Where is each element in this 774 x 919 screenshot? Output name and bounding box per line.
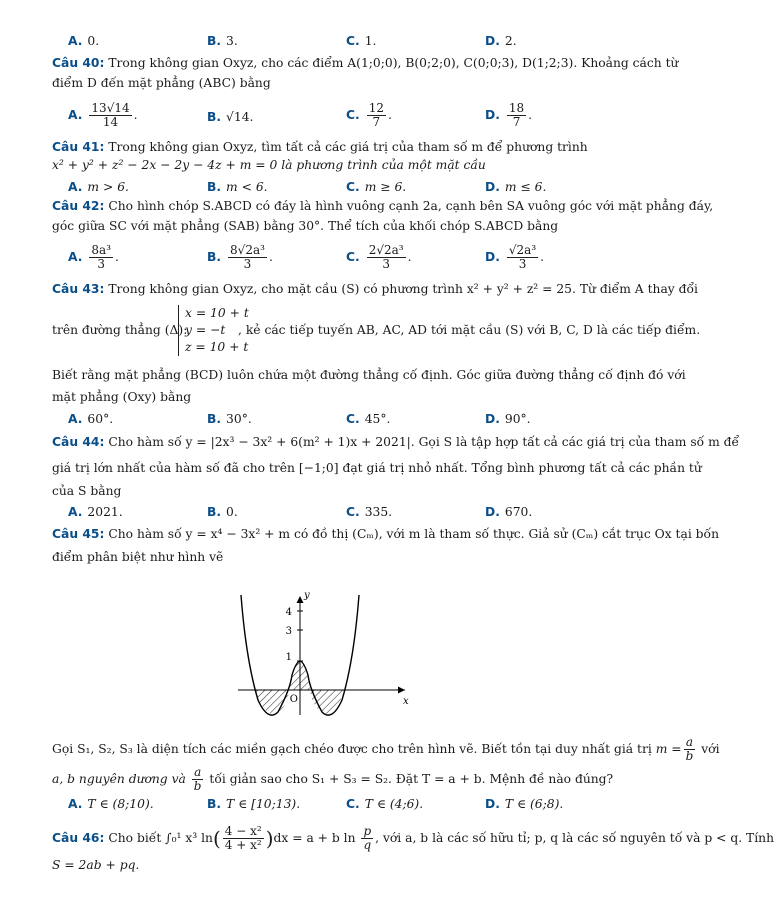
q44-line1: Câu 44: Cho hàm số y = |2x³ − 3x² + 6(m² + 1)x + 2021|. Gọi S là tập hợp tất cả các giá trị của tham số m để bbox=[52, 435, 740, 449]
q42-option-b: B. $\frac{\text{8√2a³}}{3}$ . bbox=[207, 243, 273, 271]
q43-option-c: C. 45°. bbox=[346, 412, 391, 426]
q43-line1: Câu 43: Trong không gian Oxyz, cho mặt cầu (S) có phương trình x² + y² + z² = 25. Từ điểm A thay đổi bbox=[52, 282, 698, 296]
q40-line1: Câu 40: Trong không gian Oxyz, cho các điểm A(1;0;0), B(0;2;0), C(0;0;3), D(1;2;3). Khoảng cách từ bbox=[52, 56, 679, 70]
q41-line1: Câu 41: Trong không gian Oxyz, tìm tất cả các giá trị của tham số m để phương trình bbox=[52, 140, 588, 154]
q40-option-b: B. √14. bbox=[207, 110, 254, 124]
q45-line2: điểm phân biệt như hình vẽ bbox=[52, 550, 224, 564]
q45-graph bbox=[230, 580, 430, 720]
q43-option-a: A. 60°. bbox=[68, 412, 114, 426]
q43-line3: Biết rằng mặt phẳng (BCD) luôn chứa một đường thẳng cố định. Góc giữa đường thẳng cố định đó với bbox=[52, 368, 686, 382]
q39-option-d: D. 2. bbox=[485, 34, 517, 48]
q42-option-c: C. $\frac{\text{2√2a³}}{3}$ . bbox=[346, 243, 412, 271]
graph-tick-3-label: 3 bbox=[285, 626, 292, 637]
q41-option-c: C. m ≥ 6. bbox=[346, 180, 407, 194]
q39-option-b: B. 3. bbox=[207, 34, 238, 48]
q43-option-b: B. 30°. bbox=[207, 412, 252, 426]
q46-line2: S = 2ab + pq. bbox=[52, 858, 140, 872]
region-s3 bbox=[310, 690, 344, 714]
graph-tick-4-label: 4 bbox=[285, 607, 292, 618]
q40-option-c: C. $\frac{12}{7}$ . bbox=[346, 101, 392, 129]
q45-option-b: B. T ∈ [10;13). bbox=[207, 797, 301, 811]
graph-x-label: x bbox=[403, 696, 409, 707]
q44-option-d: D. 670. bbox=[485, 505, 533, 519]
q39-option-a: A. 0. bbox=[68, 34, 100, 48]
q43-line2b: , kẻ các tiếp tuyến AB, AC, AD tới mặt cầu (S) với B, C, D là các tiếp điểm. bbox=[238, 323, 701, 337]
q40-line2: điểm D đến mặt phẳng (ABC) bằng bbox=[52, 76, 271, 90]
q44-line3: của S bằng bbox=[52, 484, 122, 498]
q41-option-a: A. m > 6. bbox=[68, 180, 129, 194]
q41-option-b: B. m < 6. bbox=[207, 180, 268, 194]
graph-origin-label: O bbox=[289, 694, 298, 705]
q45-option-a: A. T ∈ (8;10). bbox=[68, 797, 154, 811]
q43-line2a: trên đường thẳng (Δ): bbox=[52, 323, 188, 337]
q40-option-a: A. $\frac{13√14}{14}$ . bbox=[68, 101, 138, 129]
y-axis-arrow bbox=[297, 596, 304, 603]
q39-option-c: C. 1. bbox=[346, 34, 377, 48]
x-axis-arrow bbox=[398, 687, 405, 694]
q44-line2: giá trị lớn nhất của hàm số đã cho trên [−1;0] đạt giá trị nhỏ nhất. Tổng bình phương tất cả các phần tử bbox=[52, 461, 702, 475]
q41-option-d: D. m ≤ 6. bbox=[485, 180, 547, 194]
q42-option-d: D. $\frac{\text{√2a³}}{3}$ . bbox=[485, 243, 545, 271]
q42-option-a: A. $\frac{\text{8a³}}{3}$ . bbox=[68, 243, 119, 271]
q41-line2: x² + y² + z² − 2x − 2y − 4z + m = 0 là phương trình của một mặt cầu bbox=[52, 158, 486, 172]
q42-line2: góc giữa SC với mặt phẳng (SAB) bằng 30°. Thể tích của khối chóp S.ABCD bằng bbox=[52, 219, 559, 233]
q45-line1: Câu 45: Cho hàm số y = x⁴ − 3x² + m có đồ thị (Cₘ), với m là tham số thực. Giả sử (Cₘ) cắt trục Ox tại bốn bbox=[52, 527, 719, 541]
q44-option-c: C. 335. bbox=[346, 505, 393, 519]
q45-option-d: D. T ∈ (6;8). bbox=[485, 797, 564, 811]
q45-line3: Gọi S₁, S₂, S₃ là diện tích các miền gạch chéo được cho trên hình vẽ. Biết tồn tại duy nhất giá trị m = $\frac{a}{b}$ với bbox=[52, 735, 720, 763]
q45-option-c: C. T ∈ (4;6). bbox=[346, 797, 424, 811]
q42-line1: Câu 42: Cho hình chóp S.ABCD có đáy là hình vuông cạnh 2a, cạnh bên SA vuông góc với mặt phẳng đáy, bbox=[52, 199, 714, 213]
q43-option-d: D. 90°. bbox=[485, 412, 531, 426]
q44-option-b: B. 0. bbox=[207, 505, 238, 519]
q46-line1: Câu 46: Cho biết ∫₀¹ x³ ln( $\frac{\text{4 − x²}}{\text{4 + x²}}$ )dx = a + b ln $\frac{p}{q}$ , với a, b là các số hữu tỉ; p, q là các số nguyên tố và p < q. Tính bbox=[52, 824, 774, 852]
graph-tick-1-label: 1 bbox=[285, 652, 292, 663]
q44-option-a: A. 2021. bbox=[68, 505, 123, 519]
q45-line4: a, b nguyên dương và $\frac{a}{b}$ tối giản sao cho S₁ + S₃ = S₂. Đặt T = a + b. Mệnh đề nào đúng? bbox=[52, 765, 614, 793]
q43-line4: mặt phẳng (Oxy) bằng bbox=[52, 390, 192, 404]
q40-option-d: D. $\frac{18}{7}$ . bbox=[485, 101, 533, 129]
graph-y-label: y bbox=[304, 590, 310, 601]
q43-line-system: x = 10 + t y = −t z = 10 + t bbox=[178, 305, 249, 356]
